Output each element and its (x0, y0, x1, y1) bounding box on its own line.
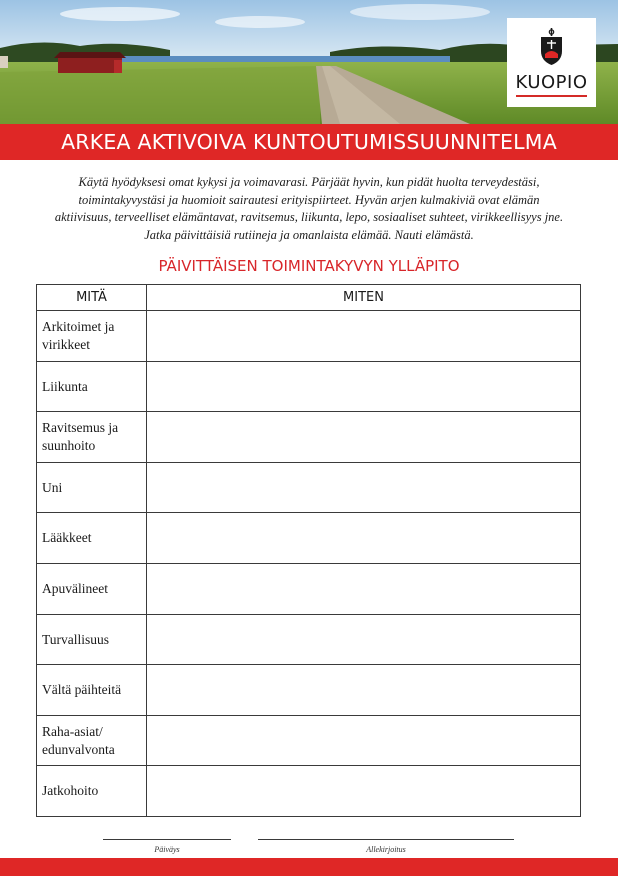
logo-underline (516, 95, 587, 97)
row-label-line: virikkeet (42, 336, 90, 352)
signature-line[interactable] (258, 839, 514, 840)
table-row (37, 715, 581, 766)
intro-line: aktiivisuus, terveelliset elämäntavat, ravitsemus, liikunta, lepo, sosiaaliset suhteet, virikkeellisyys jne. (54, 210, 564, 225)
row-label-line: Liikunta (42, 378, 88, 394)
intro-line: Jatka päivittäisiä rutiineja ja omanlaista elämää. Nauti elämästä. (144, 228, 474, 243)
row-label-line: Raha-asiat/ (42, 724, 103, 740)
table-row (37, 513, 581, 564)
row-label (37, 513, 147, 564)
row-label (37, 766, 147, 817)
row-label-line: Uni (42, 479, 63, 495)
row-label (37, 563, 147, 614)
table-row (37, 766, 581, 817)
intro-line: toimintakyvystäsi ja huomioit sairautesi erityispiirteet. Hyvän arjen kulmakiviä ovat elämän (78, 192, 540, 207)
row-label (37, 412, 147, 463)
row-label-line: Apuvälineet (42, 581, 108, 597)
date-label: Päiväys (154, 845, 180, 854)
plan-table (36, 284, 581, 817)
kuopio-logo (507, 18, 596, 107)
row-label (37, 361, 147, 412)
document-title: ARKEA AKTIVOIVA KUNTOUTUMISSUUNNITELMA (61, 130, 557, 154)
table-header-row (37, 285, 581, 311)
row-label-line: Turvallisuus (42, 631, 110, 647)
row-value-field[interactable] (147, 715, 581, 766)
row-value-field[interactable] (147, 513, 581, 564)
title-band (0, 124, 618, 160)
row-value-field[interactable] (147, 563, 581, 614)
kuopio-crest-icon (537, 27, 566, 67)
table-row (37, 311, 581, 362)
logo-wordmark: KUOPIO (515, 72, 588, 93)
row-label (37, 462, 147, 513)
section-subtitle: PÄIVITTÄISEN TOIMINTAKYVYN YLLÄPITO (158, 257, 460, 275)
row-label (37, 715, 147, 766)
column-header-mita: MITÄ (37, 285, 147, 311)
row-label-line: Lääkkeet (42, 530, 92, 546)
row-label-line: Ravitsemus ja (42, 420, 119, 436)
table-row (37, 665, 581, 716)
row-label (37, 665, 147, 716)
row-value-field[interactable] (147, 665, 581, 716)
row-value-field[interactable] (147, 311, 581, 362)
intro-line: Käytä hyödyksesi omat kykysi ja voimavarasi. Pärjäät hyvin, kun pidät huolta terveydestäsi, (78, 175, 540, 189)
table-row (37, 412, 581, 463)
intro-paragraph (30, 174, 588, 245)
row-value-field[interactable] (147, 766, 581, 817)
table-row (37, 563, 581, 614)
table-row (37, 462, 581, 513)
row-label-line: Vältä päihteitä (42, 682, 122, 698)
row-label-line: Arkitoimet ja (42, 319, 115, 335)
row-value-field[interactable] (147, 614, 581, 665)
column-header-miten: MITEN (147, 285, 581, 311)
row-value-field[interactable] (147, 412, 581, 463)
date-line[interactable] (103, 839, 231, 840)
row-label-line: Jatkohoito (42, 783, 99, 799)
row-label-line: edunvalvonta (42, 741, 115, 757)
table-row (37, 614, 581, 665)
row-label-line: suunhoito (42, 437, 96, 453)
row-value-field[interactable] (147, 361, 581, 412)
table-row (37, 361, 581, 412)
signature-label: Allekirjoitus (366, 845, 406, 854)
row-label (37, 614, 147, 665)
footer-band (0, 858, 618, 876)
row-value-field[interactable] (147, 462, 581, 513)
row-label (37, 311, 147, 362)
